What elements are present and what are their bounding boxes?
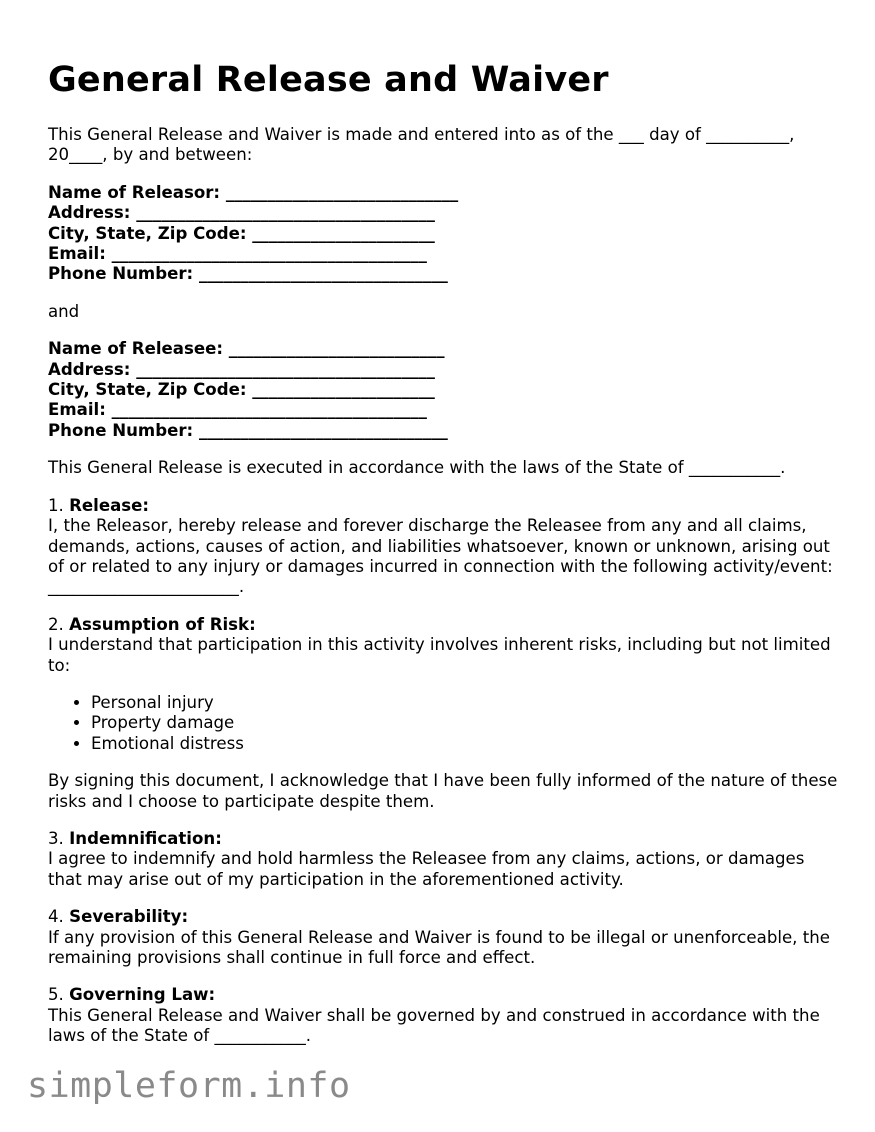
releasor-name-field[interactable]: Name of Releasor: ____________________________ [48,182,459,202]
section-heading [48,985,838,1005]
releasee-phone-field[interactable]: Phone Number: ______________________________ [48,420,448,440]
section-heading [48,615,838,635]
governing-state-statement: This General Release is executed in accordance with the laws of the State of ___________. [48,458,786,478]
section-title: Indemnification: [69,828,222,848]
intro-paragraph: This General Release and Waiver is made and entered into as of the ___ day of __________, 20____, by and between: [48,125,795,165]
section-number: 2. [48,614,64,634]
section-heading [48,907,838,927]
releasee-email-field[interactable]: Email: ______________________________________ [48,400,427,420]
section-title: Governing Law: [69,985,216,1005]
risk-list [48,693,838,754]
section-heading [48,829,838,849]
section-title: Severability: [69,907,189,927]
section-indemnification [48,829,838,890]
section-title: Release: [69,495,150,515]
section-title: Assumption of Risk: [69,614,256,634]
section-release [48,496,838,598]
risk-acknowledgment: By signing this document, I acknowledge that I have been fully informed of the nature of these risks and I choose to participate despite them. [48,771,838,811]
list-item: • Property damage [91,713,838,733]
releasor-city-field[interactable]: City, State, Zip Code: ______________________ [48,223,435,243]
releasee-city-field[interactable]: City, State, Zip Code: ______________________ [48,380,435,400]
section-heading [48,496,838,516]
section-governing-law [48,985,838,1046]
list-item: • Emotional distress [91,734,838,754]
releasee-address-field[interactable]: Address: ____________________________________ [48,359,435,379]
releasor-address-field[interactable]: Address: ____________________________________ [48,203,435,223]
section-assumption-of-risk [48,615,838,812]
section-number: 3. [48,828,64,848]
releasor-block [48,183,838,285]
section-body: I understand that participation in this activity involves inherent risks, including but not limited to: [48,635,831,675]
watermark-text: simpleform.info [27,1066,351,1106]
section-number: 5. [48,985,64,1005]
releasor-phone-field[interactable]: Phone Number: ______________________________ [48,264,448,284]
document-body [48,125,838,1064]
section-number: 4. [48,907,64,927]
and-connector: and [48,301,80,321]
section-severability [48,907,838,968]
section-body: I, the Releasor, hereby release and forever discharge the Releasee from any and all claims, demands, actions, causes of action, and liabilities whatsoever, known or unknown, arising out of or related to any injury or damages incurred in connection with the following activity/event: _______________________. [48,516,833,597]
section-body: This General Release and Waiver shall be governed by and construed in accordance with the laws of the State of ___________. [48,1005,820,1046]
section-body: If any provision of this General Release and Waiver is found to be illegal or unenforceable, the remaining provisions shall continue in full force and effect. [48,927,830,967]
releasee-block [48,339,838,441]
page-title: General Release and Waiver [48,60,609,100]
releasee-name-field[interactable]: Name of Releasee: __________________________ [48,339,445,359]
section-body: I agree to indemnify and hold harmless the Releasee from any claims, actions, or damages that may arise out of my participation in the aforementioned activity. [48,849,805,889]
list-item: • Personal injury [91,693,838,713]
section-number: 1. [48,495,64,515]
releasor-email-field[interactable]: Email: ______________________________________ [48,244,427,264]
